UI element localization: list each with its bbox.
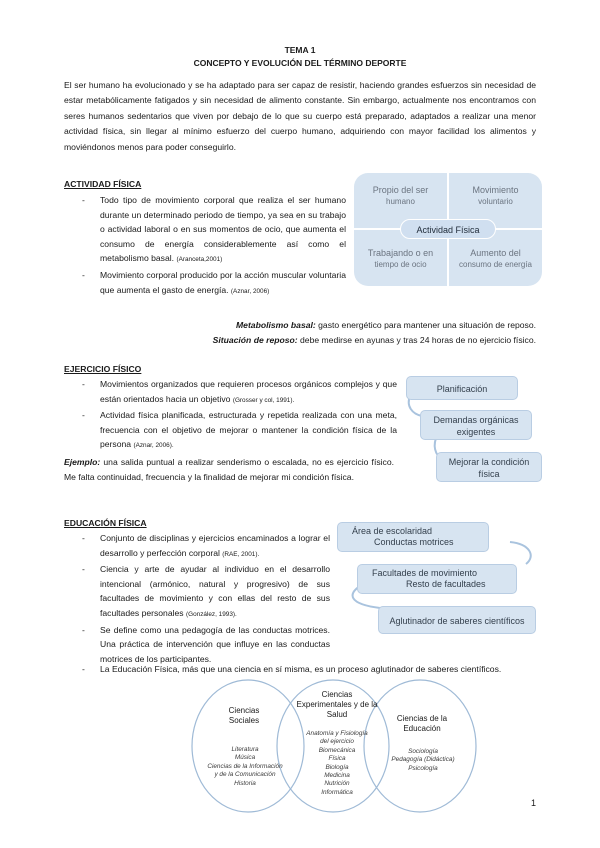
list-item — [64, 623, 330, 667]
citation: (Aznar, 2006). — [133, 442, 174, 450]
flow-arrow — [510, 542, 531, 564]
venn-items-experimentales — [288, 730, 386, 797]
list-item — [64, 662, 536, 677]
venn-item: Biomecánica — [318, 746, 356, 754]
list-dash: - — [82, 379, 85, 389]
diagram-text: tiempo de ocio — [374, 260, 427, 269]
venn-item: Música — [234, 754, 256, 762]
venn-item: Física — [328, 755, 346, 763]
list-dash: - — [82, 624, 85, 635]
list-item-text: Movimientos organizados que requieren procesos orgánicos complejos y que están orientados hacia un objetivo — [100, 379, 397, 404]
section-heading-actividad: ACTIVIDAD FÍSICA — [64, 179, 142, 189]
tema-label: TEMA 1 — [284, 45, 316, 55]
venn-item: Historia — [234, 779, 256, 787]
flow-step-planificacion: Planificación — [406, 376, 518, 400]
list-dash: - — [82, 195, 85, 205]
list-item-text: Ciencia y arte de ayudar al individuo en el desarrollo intencional (armónico, natural y progresivo) de sus facultades de movimiento y con ellas del resto de sus facultades personales — [100, 564, 330, 618]
venn-items-educacion — [378, 748, 468, 773]
diagram-text: Movimiento — [472, 185, 519, 195]
page-title: CONCEPTO Y EVOLUCIÓN DEL TÉRMINO DEPORTE — [193, 58, 407, 68]
venn-item: Biología — [325, 763, 349, 771]
actividad-fisica-diagram — [354, 173, 542, 286]
list-item — [64, 193, 346, 268]
section-heading-educacion: EDUCACIÓN FÍSICA — [64, 518, 147, 528]
venn-item: Ciencias de la Información — [207, 762, 283, 770]
list-item — [64, 562, 330, 622]
venn-item: Medicina — [324, 772, 350, 780]
citation: (Aranceta,2001) — [176, 256, 223, 264]
example-text: una salida puntual a realizar senderismo o escalada, no es ejercicio físico. Me falta continuidad, frecuencia y la finalidad de mejorar mi condición física. — [64, 457, 394, 482]
flow-main-text: Facultades de movimiento — [372, 568, 478, 578]
list-item-text: Movimiento corporal producido por la acción muscular voluntaria que aumenta el gasto de energía. — [100, 269, 346, 295]
diagram-center-label: Actividad Física — [400, 219, 496, 239]
definition-term: Situación de reposo: — [212, 335, 298, 345]
diagram-text: Propio del ser — [372, 185, 429, 195]
definition-metabolismo — [66, 318, 536, 333]
list-item-text: Actividad física planificada, estructurada y repetida realizada con una meta, frecuencia con el objetivo de mejorar o mantener la condición física de la persona — [100, 410, 397, 450]
flow-step-facultades — [357, 564, 517, 594]
section-heading-ejercicio: EJERCICIO FÍSICO — [64, 364, 142, 374]
venn-title-sociales: Ciencias Sociales — [228, 706, 260, 725]
list-item — [64, 377, 397, 408]
intro-paragraph: El ser humano ha evolucionado y se ha adaptado para ser capaz de resistir, haciendo grandes esfuerzos sin necesidad de estar metabólicamente fatigados y sin necesidad de alimento constante. Sin embargo, actualmente nos encontramos con seres humanos sedentarios que viven por debajo de lo que su cuerpo está preparado, adaptados a realizar una menor actividad física, sin llegar al mínimo esfuerzo del cuerpo humano, adquiriendo con mayor facilidad los alimentos y moviéndonos menos para poder conseguirlo. — [64, 80, 536, 152]
list-item — [64, 408, 397, 454]
list-item-text: La Educación Física, más que una ciencia en sí misma, es un proceso aglutinador de saberes científicos. — [100, 664, 502, 674]
definition-term: Metabolismo basal: — [236, 320, 316, 330]
actividad-list — [64, 193, 346, 299]
venn-title-experimentales: Ciencias Experimentales y de la Salud — [296, 690, 378, 719]
list-dash: - — [82, 269, 85, 280]
venn-title-educacion: Ciencias de la Educación — [396, 714, 448, 733]
example-term: Ejemplo: — [64, 457, 101, 467]
flow-step-aglutinador: Aglutinador de saberes científicos — [378, 606, 536, 634]
diagram-text: voluntario — [478, 197, 513, 206]
venn-item: Psicología — [408, 764, 438, 772]
diagram-text: humano — [386, 197, 415, 206]
diagram-text: Trabajando o en — [367, 248, 434, 258]
definition-text: gasto energético para mantener una situación de reposo. — [315, 320, 536, 330]
definition-reposo — [66, 333, 536, 348]
definition-text: debe medirse en ayunas y tras 24 horas de no ejercicio físico. — [297, 335, 536, 345]
venn-item: Literatura — [231, 746, 259, 753]
citation: (Aznar, 2006) — [230, 287, 270, 295]
venn-item: Pedagogía (Didáctica) — [391, 756, 455, 764]
list-item — [64, 531, 330, 562]
citation: (Grosser y col, 1991). — [232, 396, 295, 404]
list-item — [64, 268, 346, 299]
educacion-list — [64, 531, 330, 666]
venn-item: Nutrición — [324, 780, 350, 788]
venn-item: Informática — [321, 788, 353, 796]
flow-main-text: Área de escolaridad — [352, 526, 433, 536]
ejercicio-list — [64, 377, 397, 454]
list-dash: - — [82, 533, 85, 543]
list-item-text: Se define como una pedagogía de las conductas motrices. Una práctica de intervención que influye en las conductas motrices de los participantes. — [100, 624, 330, 664]
list-dash: - — [82, 664, 85, 674]
diagram-text: consumo de energía — [459, 260, 532, 269]
example-paragraph — [64, 455, 394, 484]
flow-sub-text: Resto de facultades — [406, 579, 486, 589]
citation: (González, 1993). — [186, 610, 237, 618]
list-item-text: Conjunto de disciplinas y ejercicios encaminados a lograr el desarrollo y perfección corporal — [100, 533, 330, 558]
citation: (RAE, 2001). — [222, 550, 260, 558]
flow-step-escolaridad — [337, 522, 489, 552]
venn-item: Anatomía y Fisiología — [306, 730, 368, 737]
venn-item: y de la Comunicación — [214, 771, 276, 779]
list-dash: - — [82, 410, 85, 421]
list-item-text: Todo tipo de movimiento corporal que realiza el ser humano durante un determinado periodo de tiempo, ya sea en su trabajo o actividad laboral o en sus momentos de ocio, que aumenta el consumo de energía considerablemente así como el metabolismo basal. — [100, 195, 346, 264]
diagram-text: Aumento del — [470, 248, 521, 258]
flow-sub-text: Conductas motrices — [374, 537, 454, 547]
page-number: 1 — [530, 798, 536, 808]
venn-items-sociales — [200, 746, 290, 788]
educacion-list-wide — [64, 662, 536, 677]
venn-item: del ejercicio — [320, 738, 354, 746]
venn-item: Sociología — [408, 748, 438, 755]
flow-step-demandas: Demandas orgánicas exigentes — [420, 410, 532, 440]
flow-step-mejorar: Mejorar la condición física — [436, 452, 542, 482]
list-dash: - — [82, 564, 85, 575]
